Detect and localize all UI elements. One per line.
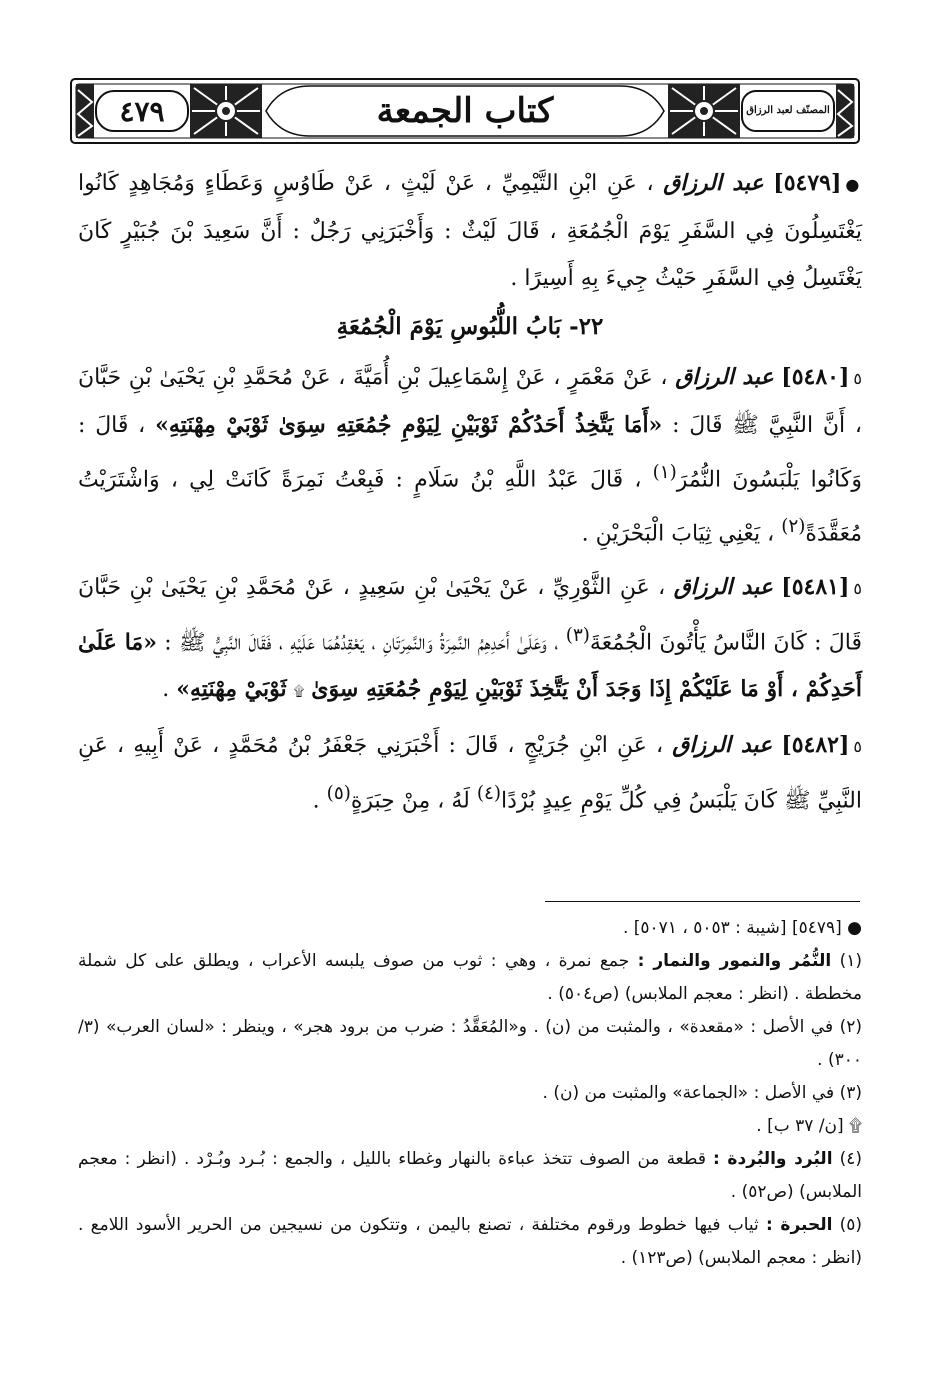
- footnote-ref[interactable]: (٥): [326, 782, 351, 804]
- entry-text: ، يَعْنِي ثِيَابَ الْبَحْرَيْنِ .: [581, 521, 775, 547]
- narrator-name: عبد الرزاق: [663, 170, 764, 196]
- author-seal: المصنّف لعبد الرزاق: [746, 105, 830, 116]
- narrator-name: عبد الرزاق: [673, 573, 773, 600]
- entry-text: لَهُ ، مِنْ حِبَرَةٍ: [350, 788, 470, 814]
- entry-number: [٥٤٧٩]: [773, 170, 842, 196]
- narrator-name: عبد الرزاق: [672, 731, 773, 758]
- entry-text: .: [162, 676, 170, 702]
- entry-marker: ٥: [853, 369, 862, 388]
- manuscript-mark-icon: ۩: [293, 683, 305, 700]
- footnotes: [78, 912, 862, 1275]
- footnote-term: الحبرة :: [765, 1215, 833, 1235]
- footnote-label: (٣): [839, 1083, 862, 1103]
- footnote-label: (٥): [839, 1215, 863, 1235]
- entry-marker: ٥: [853, 578, 862, 598]
- entry-number: [٥٤٨٢]: [781, 731, 850, 758]
- entry-marker: ٥: [853, 736, 863, 756]
- entry-5479: [78, 160, 862, 302]
- footnote-ref[interactable]: (٢): [781, 516, 806, 538]
- footnote-ref[interactable]: (٤): [476, 782, 502, 804]
- hadith-quote: «أَمَا يَتَّخِذُ أَحَدُكُمْ ثَوْبَيْنِ لِيَوْمِ جُمُعَتِهِ سِوَىٰ ثَوْبَيْ مِهْنَتِهِ»: [155, 412, 663, 438]
- entry-text: ، عَنْ مَعْمَرٍ ، عَنْ إِسْمَاعِيلَ بْنِ أُمَيَّةَ ، عَنْ مُحَمَّدِ بْنِ يَحْيَىٰ بْنِ حَبَّانَ ، أَنَّ النَّبِيَّ ﷺ قَالَ :: [78, 365, 863, 438]
- footnote-text: جمع نمرة ، وهي : ثوب من صوف يلبسه الأعراب ، ويطلق على كل شملة مخططة . (انظر : معجم الملابس) (ص٥٠٤) .: [78, 951, 862, 1004]
- footnote-text: في الأصل : «الجماعة» والمثبت من (ن) .: [542, 1083, 835, 1103]
- footnote-3: [78, 1077, 862, 1110]
- footnote-divider: [545, 901, 860, 902]
- footnote-5: [78, 1209, 862, 1275]
- entry-5480: [78, 354, 862, 558]
- entry-text: ، قَالَ : وَكَانُوا يَلْبَسُونَ النُّمُرَ: [78, 413, 862, 493]
- entry-text: ، عَنِ ابْنِ جُرَيْجٍ ، قَالَ : أَخْبَرَنِي جَعْفَرُ بْنُ مُحَمَّدٍ ، عَنْ أَبِيهِ ، عَنِ النَّبِيِّ ﷺ كَانَ يَلْبَسُ فِي كُلِّ يَوْمِ عِيدٍ بُرْدًا: [78, 732, 862, 814]
- entry-5481: [78, 564, 862, 716]
- entry-5482: [78, 722, 862, 824]
- entry-text: ، عَنِ الثَّوْرِيِّ ، عَنْ يَحْيَىٰ بْنِ سَعِيدٍ ، عَنْ مُحَمَّدِ بْنِ يَحْيَىٰ بْنِ حَبَّانَ قَالَ : كَانَ النَّاسُ يَأْتُونَ الْجُمُعَةَ: [78, 574, 862, 655]
- entry-marker: ●: [845, 175, 862, 194]
- footnote-4: [78, 1143, 862, 1209]
- chapter-heading: ٢٢- بَابُ اللُّبُوسِ يَوْمَ الْجُمُعَةِ: [336, 313, 604, 340]
- narrator-name: عبد الرزاق: [675, 364, 774, 390]
- footnote-manuscript-mark: ۩ [ن/ ٣٧ ب] .: [756, 1116, 862, 1136]
- entry-number: [٥٤٨١]: [781, 573, 850, 600]
- page-header: [70, 78, 860, 144]
- entry-number: [٥٤٨٠]: [781, 364, 850, 390]
- footnote-text: في الأصل : «مقعدة» ، والمثبت من (ن) . و«المُعَقَّدُ : ضرب من برود هجر» ، وينظر : «لسان العرب» (٣/ ٣٠٠) .: [78, 1017, 862, 1070]
- entry-text: ، قَالَ عَبْدُ اللَّهِ بْنُ سَلَامٍ : فَبِعْتُ نَمِرَةً كَانَتْ لِي ، وَاشْتَرَيْتُ مُعَقَّدَةً: [78, 467, 862, 547]
- footnote-text: ثياب فيها خطوط ورقوم مختلفة ، تصنع باليمن ، وتتكون من نسيجين من الحرير الأسود اللامع . (انظر : معجم الملابس) (ص١٢٣) .: [78, 1215, 862, 1268]
- footnote-ref[interactable]: (٣): [565, 624, 590, 646]
- footnote-source: ● [٥٤٧٩] [شيبة : ٥٠٥٣ ، ٥٠٧١] .: [622, 918, 862, 938]
- page-number: ٤٧٩: [119, 94, 165, 128]
- hadith-quote-end: ثَوْبَيْ مِهْنَتِهِ»: [176, 675, 287, 702]
- entry-text: .: [312, 788, 320, 814]
- footnote-1: [78, 945, 862, 1011]
- footnote-text: قطعة من الصوف تتخذ عباءة بالنهار وغطاء بالليل ، والجمع : بُـرد وبُـرْد . (انظر : معجم الملابس) (ص٥٢) .: [78, 1149, 862, 1202]
- footnote-label: (٤): [839, 1149, 863, 1169]
- main-text: [78, 160, 862, 824]
- entry-text: ، وَعَلَىٰ أَحَدِهِمُ النَّمِرَةُ وَالنَّمِرَتَانِ ، يَعْقِدُهُمَا عَلَيْهِ ، فَقَالَ النَّبِيُّ ﷺ :: [164, 629, 559, 655]
- book-title: كتاب الجمعة: [376, 91, 554, 131]
- footnote-term: البُرد والبُردة :: [713, 1149, 833, 1169]
- footnote-term: النُّمُر والنمور والنمار :: [637, 951, 832, 971]
- footnote-2: [78, 1011, 862, 1077]
- hadith-quote: «مَا عَلَىٰ أَحَدِكُمْ ، أَوْ مَا عَلَيْكُمْ إِذَا وَجَدَ أَنْ يَتَّخِذَ ثَوْبَيْنِ لِيَوْمِ جُمُعَتِهِ سِوَىٰ: [78, 628, 862, 702]
- entry-text: ، عَنِ ابْنِ التَّيْمِيِّ ، عَنْ لَيْثٍ ، عَنْ طَاوُسٍ وَعَطَاءٍ وَمُجَاهِدٍ كَانُوا يَغْتَسِلُونَ فِي السَّفَرِ يَوْمَ الْجُمُعَةِ ، قَالَ لَيْثٌ : وَأَخْبَرَنِي رَجُلٌ : أَنَّ سَعِيدَ بْنَ جُبَيْرٍ كَانَ يَغْتَسِلُ فِي السَّفَرِ حَيْثُ جِيءَ بِهِ أَسِيرًا .: [78, 171, 862, 291]
- footnote-ref[interactable]: (١): [652, 462, 677, 483]
- footnote-label: (٢): [839, 1017, 862, 1037]
- footnote-label: (١): [839, 951, 863, 971]
